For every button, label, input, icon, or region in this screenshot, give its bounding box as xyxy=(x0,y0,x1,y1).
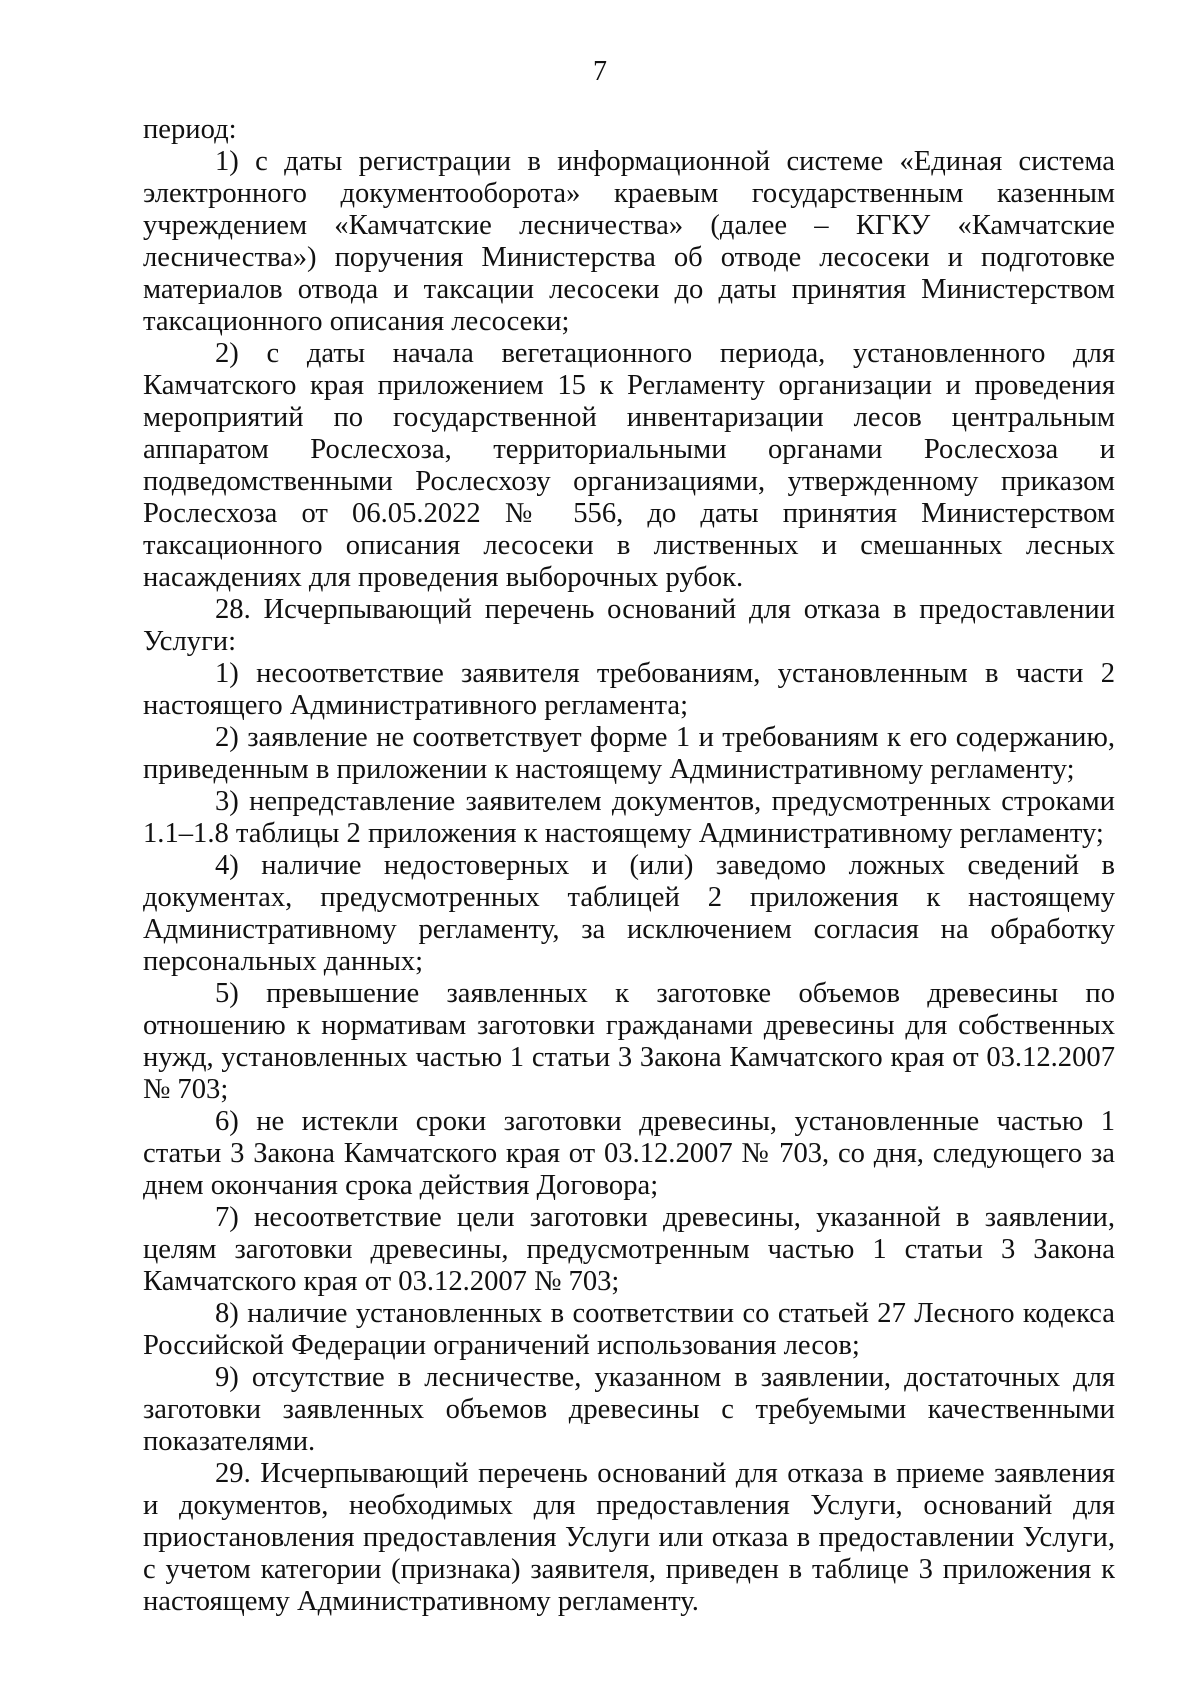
paragraph-refusal-item-5: 5) превышение заявленных к заготовке объемов древесины по отношению к нормативам заготовки гражданами древесины для собственных нужд, установленных частью 1 статьи 3 Закона Камчатского края от 03.12.2007 № 703; xyxy=(143,978,1115,1105)
paragraph-section-28-heading: 28. Исчерпывающий перечень оснований для отказа в предоставлении Услуги: xyxy=(143,594,1115,657)
paragraph-period-item-1: 1) с даты регистрации в информационной системе «Единая система электронного документооборота» краевым государственным казенным учреждением «Камчатские лесничества» (далее – КГКУ «Камчатские лесничества») поручения Министерства об отводе лесосеки и подготовке материалов отвода и таксации лесосеки до даты принятия Министерством таксационного описания лесосеки; xyxy=(143,146,1115,337)
paragraph-refusal-item-4: 4) наличие недостоверных и (или) заведомо ложных сведений в документах, предусмотренных таблицей 2 приложения к настоящему Административному регламенту, за исключением согласия на обработку персональных данных; xyxy=(143,850,1115,977)
paragraph-refusal-item-9: 9) отсутствие в лесничестве, указанном в заявлении, достаточных для заготовки заявленных объемов древесины с требуемыми качественными показателями. xyxy=(143,1362,1115,1457)
paragraph-refusal-item-6: 6) не истекли сроки заготовки древесины, установленные частью 1 статьи 3 Закона Камчатского края от 03.12.2007 № 703, со дня, следующего за днем окончания срока действия Договора; xyxy=(143,1106,1115,1201)
paragraph-refusal-item-3: 3) непредставление заявителем документов, предусмотренных строками 1.1–1.8 таблицы 2 приложения к настоящему Административному регламенту; xyxy=(143,786,1115,849)
paragraph-refusal-item-2: 2) заявление не соответствует форме 1 и требованиям к его содержанию, приведенным в приложении к настоящему Административному регламенту; xyxy=(143,722,1115,785)
paragraph-refusal-item-8: 8) наличие установленных в соответствии со статьей 27 Лесного кодекса Российской Федерации ограничений использования лесов; xyxy=(143,1298,1115,1361)
paragraph-period-item-2: 2) с даты начала вегетационного периода, установленного для Камчатского края приложением 15 к Регламенту организации и проведения мероприятий по государственной инвентаризации лесов центральным аппаратом Рослесхоза, территориальными органами Рослесхоза и подведомственными Рослесхозу организациями, утвержденному приказом Рослесхоза от 06.05.2022 № 556, до даты принятия Министерством таксационного описания лесосеки в лиственных и смешанных лесных насаждениях для проведения выборочных рубок. xyxy=(143,338,1115,593)
document-body xyxy=(143,114,1115,1618)
page-number: 7 xyxy=(593,56,607,87)
paragraph-period-continuation: период: xyxy=(143,114,237,145)
paragraph-refusal-item-7: 7) несоответствие цели заготовки древесины, указанной в заявлении, целям заготовки древесины, предусмотренным частью 1 статьи 3 Закона Камчатского края от 03.12.2007 № 703; xyxy=(143,1202,1115,1297)
paragraph-refusal-item-1: 1) несоответствие заявителя требованиям, установленным в части 2 настоящего Административного регламента; xyxy=(143,658,1115,721)
paragraph-section-29: 29. Исчерпывающий перечень оснований для отказа в приеме заявления и документов, необходимых для предоставления Услуги, оснований для приостановления предоставления Услуги или отказа в предоставлении Услуги, с учетом категории (признака) заявителя, приведен в таблице 3 приложения к настоящему Административному регламенту. xyxy=(143,1458,1115,1617)
